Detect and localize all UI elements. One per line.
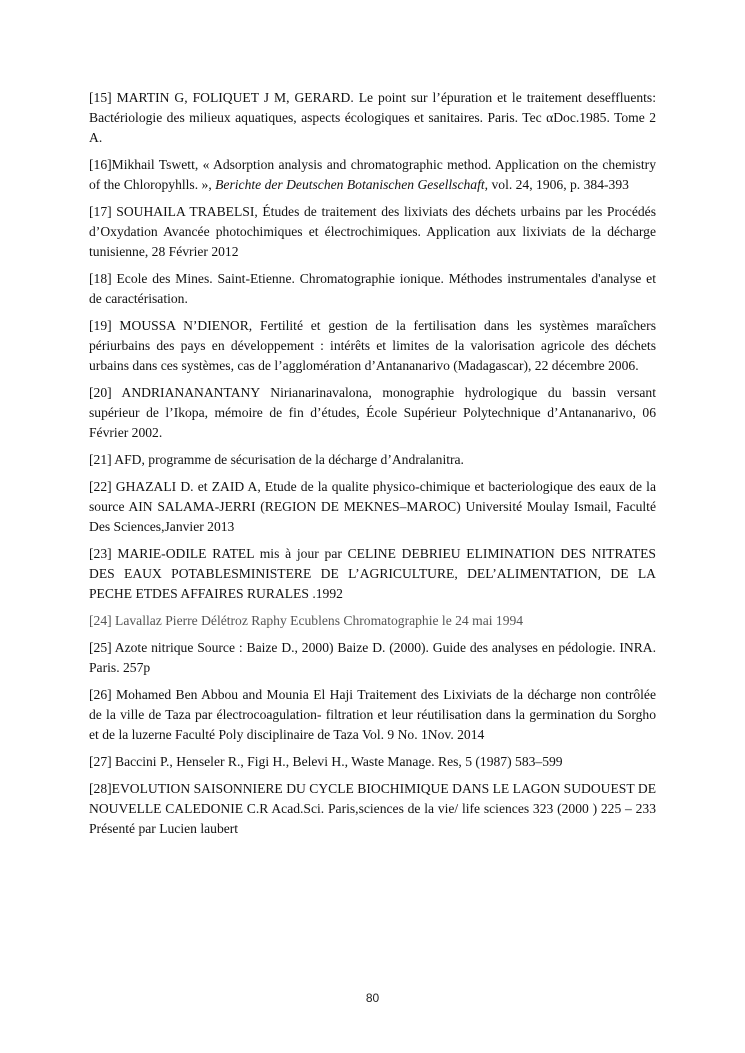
page-number: 80 xyxy=(365,991,380,1005)
reference-27: [27] Baccini P., Henseler R., Figi H., Belevi H., Waste Manage. Res, 5 (1987) 583–599 xyxy=(89,754,563,769)
reference-16-details: , vol. 24, 1906, p. 384-393 xyxy=(484,177,629,192)
reference-18: [18] Ecole des Mines. Saint-Etienne. Chromatographie ionique. Méthodes instrumentales d'analyse et de caractérisation. xyxy=(89,271,656,306)
reference-28: [28]EVOLUTION SAISONNIERE DU CYCLE BIOCHIMIQUE DANS LE LAGON SUDOUEST DE NOUVELLE CALEDONIE C.R Acad.Sci. Paris,sciences de la vie/ life sciences 323 (2000 ) 225 – 233 Présenté par Lucien laubert xyxy=(89,781,656,836)
reference-16-text: [16]Mikhail Tswett, « Adsorption analysis and chromatographic method. Application on the chemistry of the Chloropyhlls. », xyxy=(89,157,656,192)
reference-21: [21] AFD, programme de sécurisation de la décharge d’Andralanitra. xyxy=(89,452,464,467)
reference-17: [17] SOUHAILA TRABELSI, Études de traitement des lixiviats des déchets urbains par les Procédés d’Oxydation Avancée photochimiques et électrochimiques. Application aux lixiviats de la décharge tunisienne, 28 Février 2012 xyxy=(89,204,656,259)
reference-16-journal: Berichte der Deutschen Botanischen Gesellschaft xyxy=(215,177,485,192)
reference-20: [20] ANDRIANANANTANY Nirianarinavalona, monographie hydrologique du bassin versant supérieur de l’Ikopa, mémoire de fin d’études, École Supérieur Polytechnique d’Antananarivo, 06 Février 2002. xyxy=(89,385,656,440)
reference-15: [15] MARTIN G, FOLIQUET J M, GERARD. Le point sur l’épuration et le traitement deseffluents: Bactériologie des milieux aquatiques, aspects écologiques et sanitaires. Paris. Tec αDoc.1985. Tome 2 A. xyxy=(89,90,656,145)
reference-25: [25] Azote nitrique Source : Baize D., 2000) Baize D. (2000). Guide des analyses en pédologie. INRA. Paris. 257p xyxy=(89,640,656,675)
reference-19: [19] MOUSSA N’DIENOR, Fertilité et gestion de la fertilisation dans les systèmes maraîchers périurbains des pays en développement : intérêts et limites de la valorisation agricole des déchets urbains dans ces systèmes, cas de l’agglomération d’Antananarivo (Madagascar), 22 décembre 2006. xyxy=(89,318,656,373)
reference-23: [23] MARIE-ODILE RATEL mis à jour par CELINE DEBRIEU ELIMINATION DES NITRATES DES EAUX POTABLESMINISTERE DE L’AGRICULTURE, DEL’ALIMENTATION, DE LA PECHE ETDES AFFAIRES RURALES .1992 xyxy=(89,546,656,601)
reference-24: [24] Lavallaz Pierre Délétroz Raphy Ecublens Chromatographie le 24 mai 1994 xyxy=(89,613,524,628)
reference-16 xyxy=(89,155,656,195)
reference-26: [26] Mohamed Ben Abbou and Mounia El Haji Traitement des Lixiviats de la décharge non contrôlée de la ville de Taza par électrocoagulation- filtration et leur réutilisation dans la germination du Sorgho et de la luzerne Faculté Poly disciplinaire de Taza Vol. 9 No. 1Nov. 2014 xyxy=(89,687,656,742)
reference-list xyxy=(89,88,656,846)
reference-22: [22] GHAZALI D. et ZAID A, Etude de la qualite physico-chimique et bacteriologique des eaux de la source AIN SALAMA-JERRI (REGION DE MEKNES–MAROC) Université Moulay Ismail, Faculté Des Sciences,Janvier 2013 xyxy=(89,479,656,534)
